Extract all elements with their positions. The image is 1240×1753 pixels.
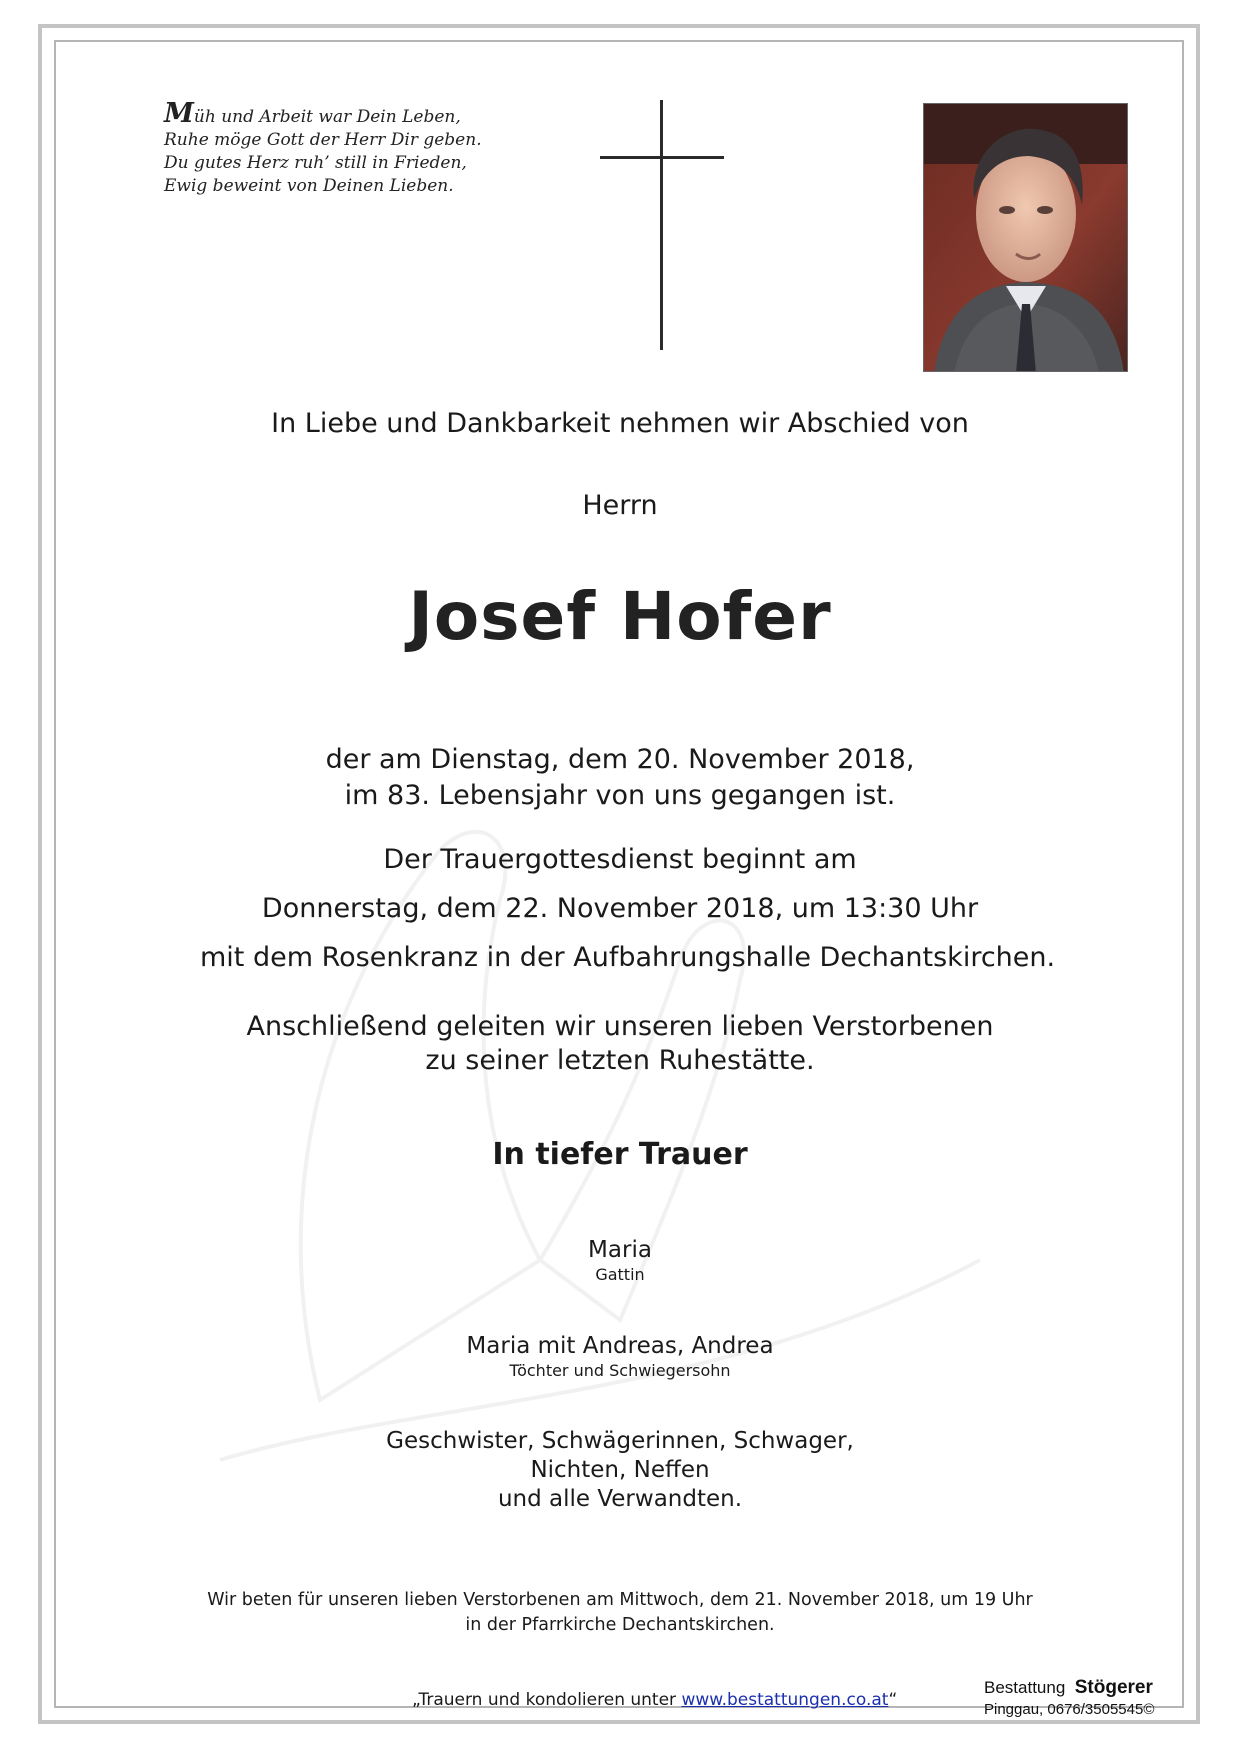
copyright-icon: © [1143,1701,1155,1718]
poem-line-1 [164,98,524,129]
mourner-name: Maria mit Andreas, Andrea [466,1333,774,1359]
undertaker-block [984,1677,1154,1721]
cross-icon [600,100,724,350]
mourner-name: Maria [588,1237,652,1263]
service-line-3: mit dem Rosenkranz in der Aufbahrungshalle Dechantskirchen. [200,942,1056,973]
burial-line-2: zu seiner letzten Ruhestätte. [425,1045,815,1076]
poem [164,98,524,198]
burial-line-1: Anschließend geleiten wir unseren lieben Verstorbenen [246,1011,994,1042]
relatives-line-3: und alle Verwandten. [497,1486,743,1512]
poem-line-4: Ewig beweint von Deinen Lieben. [164,176,454,196]
poem-line-2: Ruhe möge Gott der Herr Dir geben. [164,130,482,150]
mourner-role: Töchter und Schwiegersohn [509,1361,731,1380]
undertaker-line-1 [984,1677,1154,1699]
poem-line-3: Du gutes Herz ruh’ still in Frieden, [164,153,467,173]
condolence-link[interactable]: www.bestattungen.co.at [681,1690,889,1710]
undertaker-label: Bestattung [984,1678,1066,1697]
poem-initial: M [164,98,194,129]
cross-horizontal-bar [600,156,724,159]
service-line-1: Der Trauergottesdienst beginnt am [383,844,857,875]
portrait-image [924,104,1128,372]
portrait-photo [923,103,1128,372]
undertaker-contact-line [984,1699,1154,1721]
service-line-2: Donnerstag, dem 22. November 2018, um 13:30 Uhr [261,893,979,924]
death-line-1: der am Dienstag, dem 20. November 2018, [325,744,915,775]
burial-notice [200,1010,1040,1078]
condolence-note [412,1690,897,1710]
condolence-suffix: “ [888,1690,898,1710]
prayer-line-1: Wir beten für unseren lieben Verstorbenen am Mittwoch, dem 21. November 2018, um 19 Uhr [207,1590,1033,1610]
poem-line-1-text: üh und Arbeit war Dein Leben, [193,107,461,127]
farewell-intro: In Liebe und Dankbarkeit nehmen wir Abschied von [271,408,969,439]
grief-heading: In tiefer Trauer [492,1137,748,1172]
mourner-role: Gattin [595,1265,645,1284]
condolence-prefix: „Trauern und kondolieren unter [412,1690,682,1710]
salutation: Herrn [582,490,658,521]
relatives-line-1: Geschwister, Schwägerinnen, Schwager, [386,1428,854,1454]
prayer-notice [200,1588,1040,1638]
death-notice [200,742,1040,814]
death-line-2: im 83. Lebensjahr von uns gegangen ist. [344,780,896,811]
praying-hands-watermark [120,700,1020,1500]
relatives-list [200,1427,1040,1514]
prayer-line-2: in der Pfarrkirche Dechantskirchen. [465,1615,775,1635]
relatives-line-2: Nichten, Neffen [530,1457,710,1483]
deceased-name: Josef Hofer [408,578,832,655]
undertaker-contact: Pinggau, 0676/3505545 [984,1701,1144,1718]
cross-vertical-bar [660,100,663,350]
undertaker-name: Stögerer [1074,1677,1153,1698]
